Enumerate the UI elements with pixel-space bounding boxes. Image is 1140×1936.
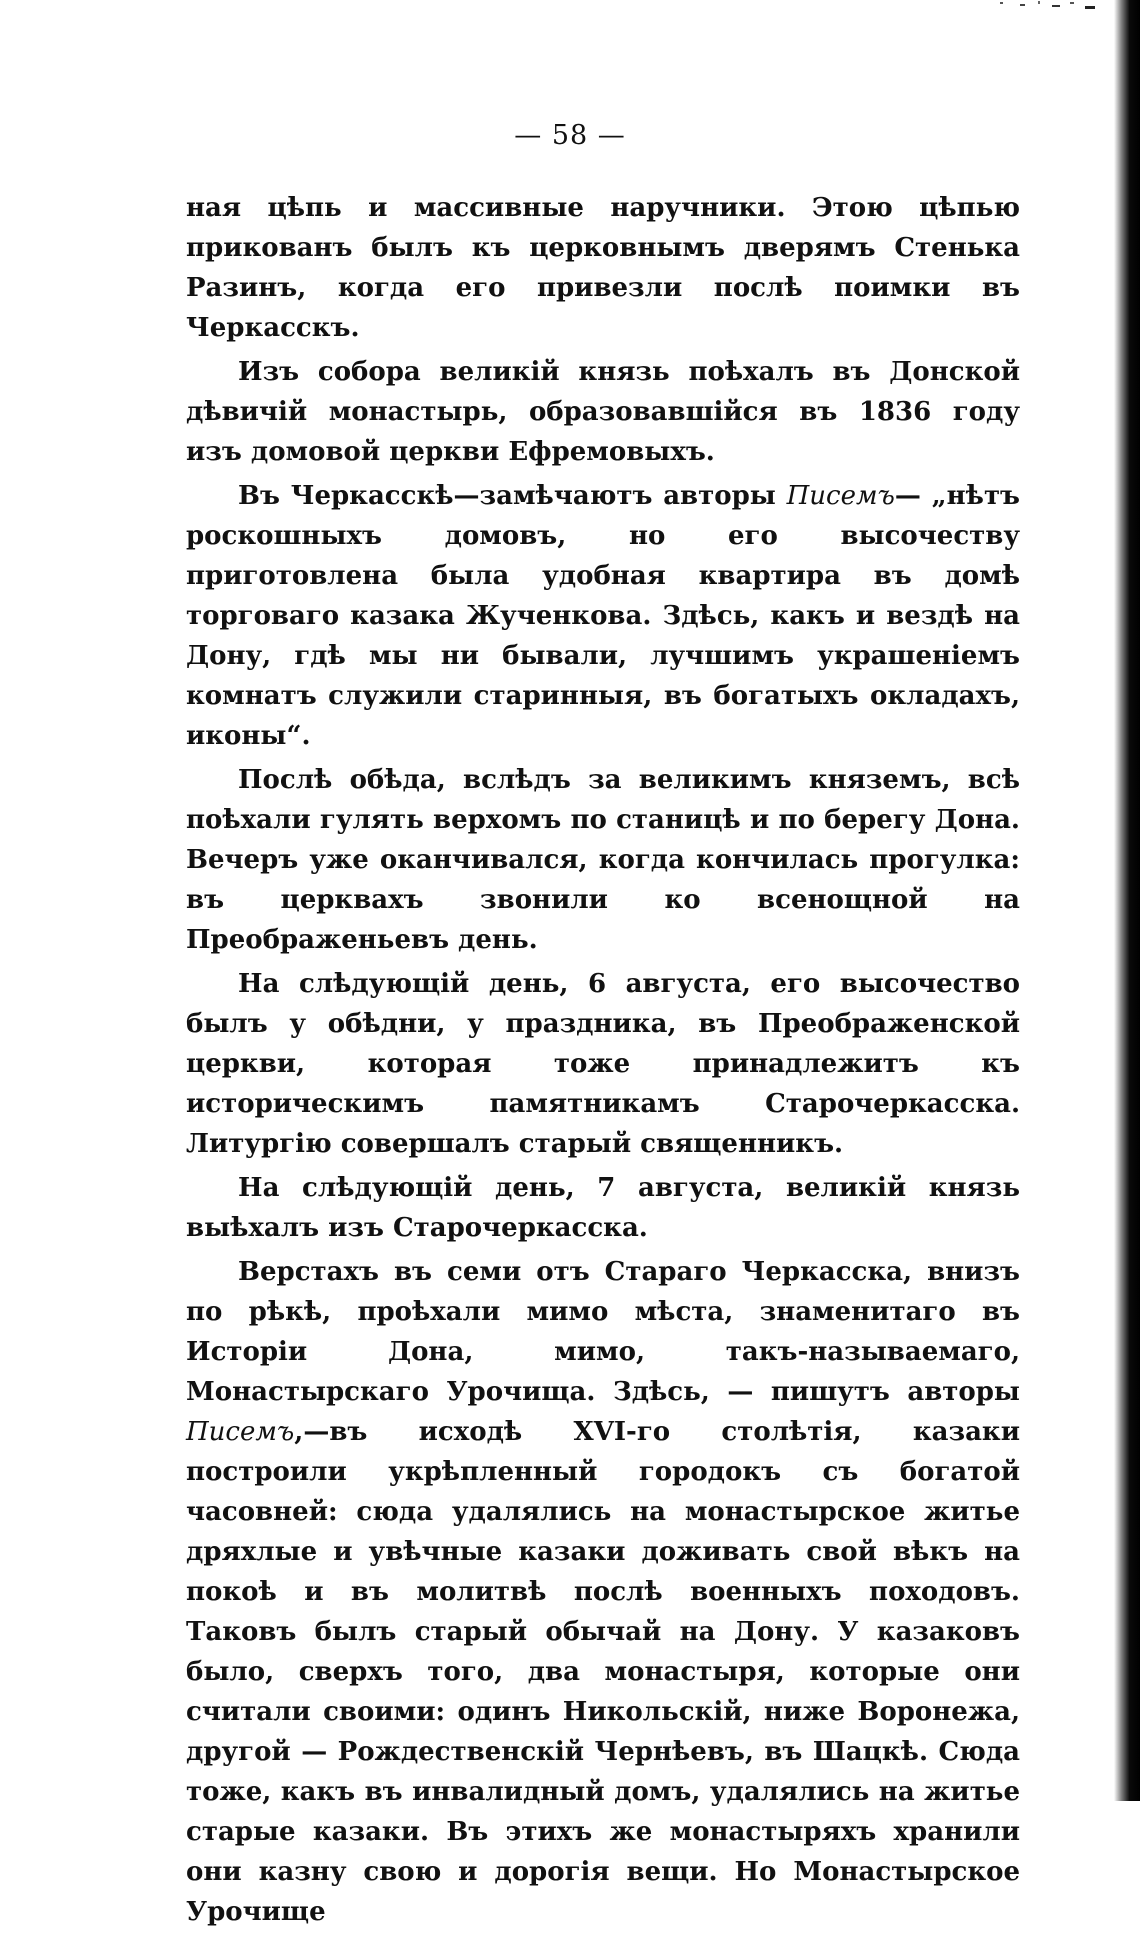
paragraph-7 (186, 1252, 1020, 1932)
body-text (186, 188, 1020, 1936)
paragraph-1: ная цѣпь и массивные наручники. Этою цѣпью прикованъ былъ къ церковнымъ дверямъ Стенька Разинъ, когда его привезли послѣ поимки въ Черкасскъ. (186, 193, 1020, 343)
italic-title-pisem: Писемъ (786, 481, 895, 511)
paragraph-3-quote: — „нѣтъ роскошныхъ домовъ, но его высочеству приготовлена была удобная квартира въ домѣ торговаго казака Жученкова. Здѣсь, какъ и вездѣ на Дону, гдѣ мы ни бывали, лучшимъ украшеніемъ комнатъ служили старинныя, въ богатыхъ окладахъ, иконы“. (186, 481, 1021, 751)
scan-specks (990, 0, 1110, 12)
paragraph-7-rest: ,—въ исходѣ XVI-го столѣтія, казаки построили укрѣпленный городокъ съ богатой часовней: сюда удалялись на монастырское житье дряхлые и увѣчные казаки доживать свой вѣкъ на покоѣ и въ молитвѣ послѣ военныхъ походовъ. Таковъ былъ старый обычай на Дону. У казаковъ было, сверхъ того, два монастыря, которые они считали своими: одинъ Никольскій, ниже Воронежа, другой — Рождественскій Чернѣевъ, въ Шацкѣ. Сюда тоже, какъ въ инвалидный домъ, удалялись на житье старые казаки. Въ этихъ же монастыряхъ хранили они казну свою и дорогія вещи. Но Монастырское Урочище (186, 1417, 1020, 1927)
paragraph-4: Послѣ обѣда, вслѣдъ за великимъ княземъ, всѣ поѣхали гулять верхомъ по станицѣ и по берегу Дона. Вечеръ уже оканчивался, когда кончилась прогулка: въ церквахъ звонили ко всенощной на Преображеньевъ день. (186, 765, 1020, 955)
page-number: — 58 — (514, 120, 626, 151)
page-edge-shadow (1114, 0, 1140, 1801)
paragraph-7-start: Верстахъ въ семи отъ Стараго Черкасска, внизъ по рѣкѣ, проѣхали мимо мѣста, знаменитаго въ Исторіи Дона, мимо, такъ-называемаго, Монастырскаго Урочища. Здѣсь, — пишутъ авторы (186, 1257, 1020, 1407)
paragraph-2: Изъ собора великій князь поѣхалъ въ Донской дѣвичій монастырь, образовавшійся въ 1836 году изъ домовой церкви Ефремовыхъ. (186, 357, 1020, 467)
paragraph-3-start: Въ Черкасскѣ—замѣчаютъ авторы (238, 481, 787, 511)
paragraph-5: На слѣдующій день, 6 августа, его высочество былъ у обѣдни, у праздника, въ Преображенской церкви, которая тоже принадлежитъ къ историческимъ памятникамъ Старочеркасска. Литургію совершалъ старый священникъ. (186, 969, 1020, 1159)
italic-title-pisem-2: Писемъ (186, 1417, 295, 1447)
paragraph-6: На слѣдующій день, 7 августа, великій князь выѣхалъ изъ Старочеркасска. (186, 1173, 1020, 1243)
paragraph-3 (186, 476, 1020, 756)
